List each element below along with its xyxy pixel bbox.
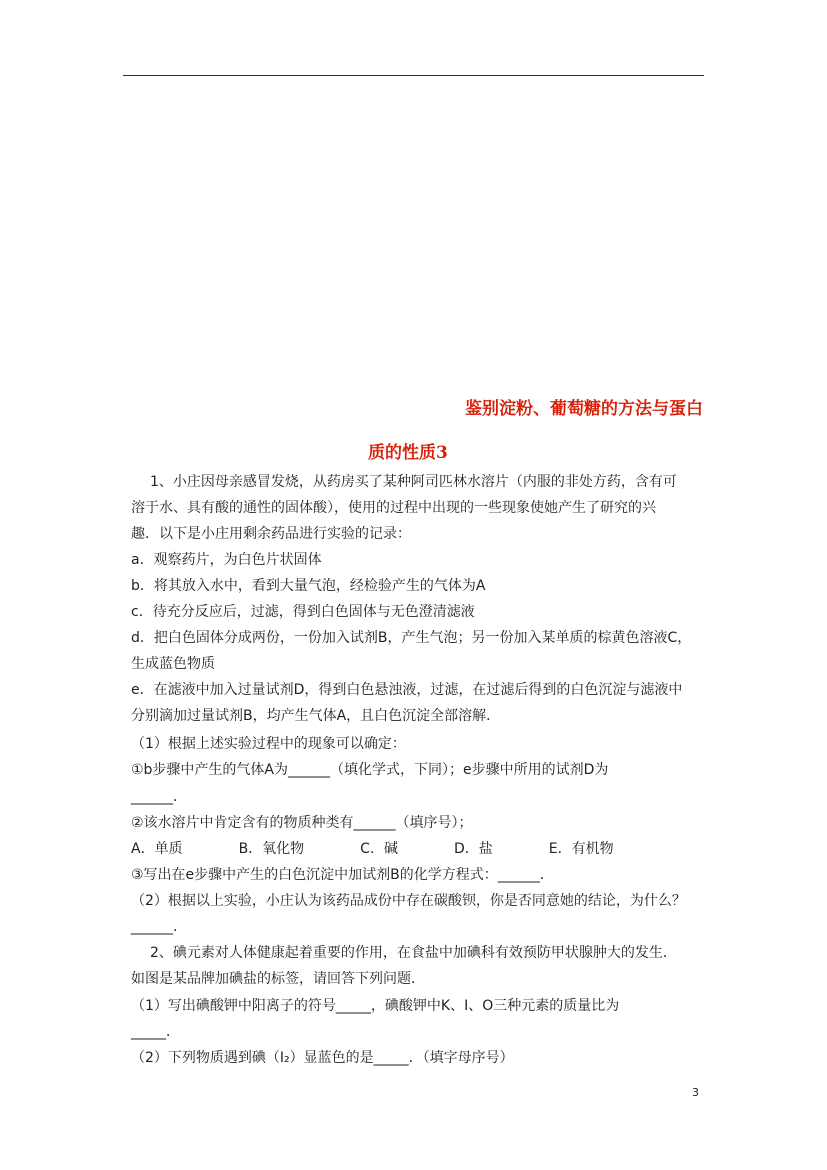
q2-sub-question-2: （2）下列物质遇到碘（I₂）显蓝色的是_____．（填字母序号） — [131, 1050, 514, 1066]
answer-blank-line: _____． — [131, 1024, 180, 1040]
step-b: b．将其放入水中，看到大量气泡，经检验产生的气体为A — [131, 578, 486, 594]
step-d: d．把白色固体分成两份，一份加入试剂B，产生气泡；另一份加入某单质的棕黄色溶液C， — [131, 630, 692, 646]
answer-blank-line: ______． — [131, 789, 187, 805]
question-1-intro: 1、小庄因母亲感冒发烧，从药房买了某种阿司匹林水溶片（内服的非处方药，含有可 — [150, 474, 677, 490]
text-line: 分别滴加过量试剂B，均产生气体A，且白色沉淀全部溶解． — [131, 708, 501, 724]
document-title-line-1: 鉴别淀粉、葡萄糖的方法与蛋白 — [465, 399, 703, 419]
text-line: 溶于水、具有酸的通性的固体酸），使用的过程中出现的一些现象使她产生了研究的兴 — [131, 500, 656, 516]
document-title-line-2: 质的性质3 — [368, 443, 448, 463]
sub-question-2: （2）根据以上实验，小庄认为该药品成份中存在碳酸钡，你是否同意她的结论，为什么？ — [131, 893, 686, 909]
sub-question-1-part-1: ①b步骤中产生的气体A为______（填化学式，下同）；e步骤中所用的试剂D为 — [131, 762, 609, 778]
step-a: a．观察药片，为白色片状固体 — [131, 552, 322, 568]
page-number: 3 — [692, 1086, 699, 1099]
header-rule — [123, 75, 704, 76]
question-2-intro: 2、碘元素对人体健康起着重要的作用，在食盐中加碘科有效预防甲状腺肿大的发生． — [150, 945, 677, 961]
text-line: 生成蓝色物质 — [131, 656, 215, 672]
sub-question-1: （1）根据上述实验过程中的现象可以确定： — [131, 736, 406, 752]
sub-question-1-part-2: ②该水溶片中肯定含有的物质种类有______（填序号）； — [131, 815, 473, 831]
text-line: 如图是某品牌加碘盐的标签，请回答下列问题． — [131, 971, 425, 987]
sub-question-1-part-3: ③写出在e步骤中产生的白色沉淀中加试剂B的化学方程式：______． — [131, 867, 554, 883]
q2-sub-question-1: （1）写出碘酸钾中阳离子的符号_____，碘酸钾中K、I、O三种元素的质量比为 — [131, 998, 620, 1014]
choice-options: A．单质 B．氧化物 C．碱 D．盐 E．有机物 — [131, 841, 614, 857]
step-e: e．在滤液中加入过量试剂D，得到白色悬浊液，过滤，在过滤后得到的白色沉淀与滤液中 — [131, 682, 683, 698]
text-line: 趣．以下是小庄用剩余药品进行实验的记录： — [131, 526, 411, 542]
step-c: c．待充分反应后，过滤，得到白色固体与无色澄清滤液 — [131, 604, 475, 620]
answer-blank-line: ______． — [131, 919, 187, 935]
